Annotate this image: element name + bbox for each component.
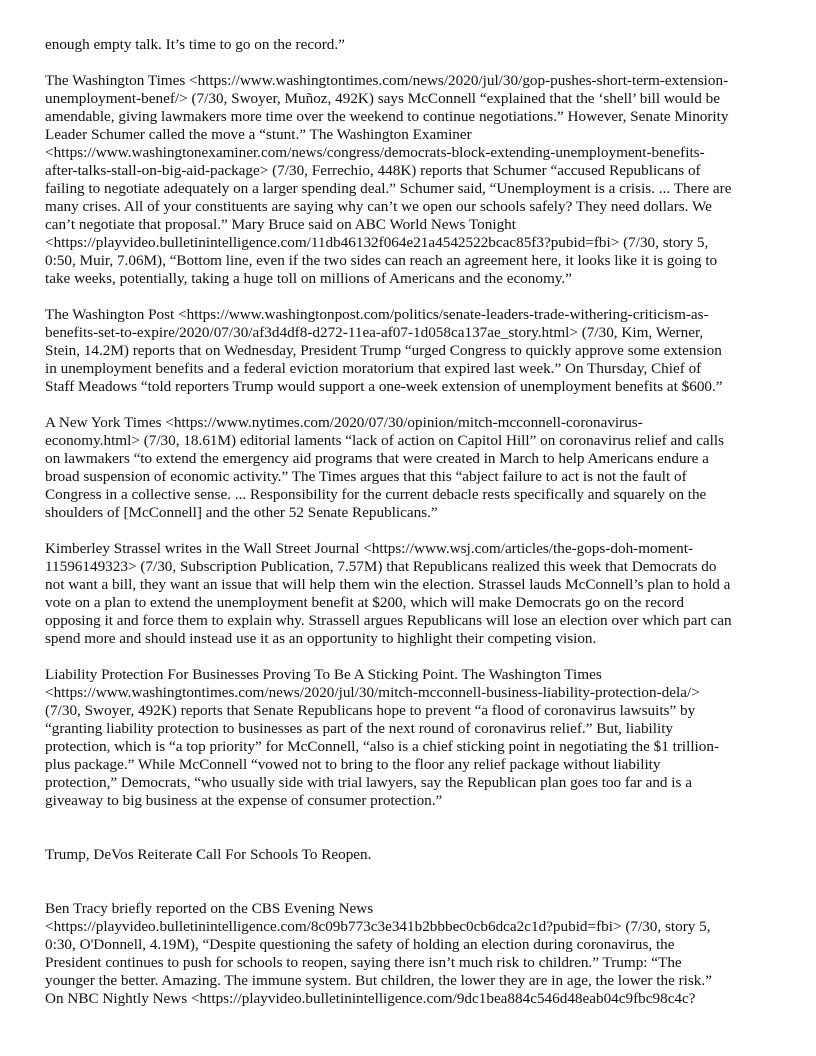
text-line: The Washington Times <https://www.washingtontimes.com/news/2020/jul/30/gop-pushes-short-term-extension- <box>45 72 729 89</box>
text-line: vote on a plan to extend the unemployment benefit at $200, which will make Democrats go on the record <box>45 594 684 611</box>
text-line: A New York Times <https://www.nytimes.com/2020/07/30/opinion/mitch-mcconnell-coronavirus- <box>45 414 643 431</box>
document-page <box>45 36 773 1008</box>
text-line: shoulders of [McConnell] and the other 52 Senate Republicans.” <box>45 504 438 521</box>
text-line: opposing it and force them to explain why. Strassell argues Republicans will lose an election over which part can <box>45 612 732 629</box>
text-line: protection, which is “a top priority” for McConnell, “also is a chief sticking point in negotiating the $1 trillion- <box>45 738 720 755</box>
text-line: Congress in a collective sense. ... Responsibility for the current debacle rests specifically and squarely on the <box>45 486 707 503</box>
text-line: many crises. All of your constituents are saying why can’t we open our schools safely? They need dollars. We <box>45 198 712 215</box>
paragraph-washington-post <box>45 306 773 396</box>
text-line: Ben Tracy briefly reported on the CBS Evening News <box>45 900 374 917</box>
text-line: after-talks-stall-on-big-aid-package> (7/30, Ferrechio, 448K) reports that Schumer “accused Republicans of <box>45 162 701 179</box>
paragraph-continuation <box>45 36 773 54</box>
paragraph-cbs-evening-news <box>45 900 773 1008</box>
text-line: <https://playvideo.bulletinintelligence.com/11db46132f064e21a4542522bcac85f3?pubid=fbi> (7/30, story 5, <box>45 234 709 251</box>
section-heading: Trump, DeVos Reiterate Call For Schools To Reopen. <box>45 846 372 863</box>
text-line: failing to negotiate adequately on a larger spending deal.” Schumer said, “Unemployment is a crisis. ... There are <box>45 180 732 197</box>
text-line: Leader Schumer called the move a “stunt.” The Washington Examiner <box>45 126 472 143</box>
text-line: unemployment-benef/> (7/30, Swoyer, Muñoz, 492K) says McConnell “explained that the ‘shell’ bill would be <box>45 90 720 107</box>
text-line: <https://playvideo.bulletinintelligence.com/8c09b773c3e341b2bbbec0cb6dca2c1d?pubid=fbi> (7/30, story 5, <box>45 918 711 935</box>
text-line: can’t negotiate that proposal.” Mary Bruce said on ABC World News Tonight <box>45 216 516 233</box>
text-line: take weeks, potentially, taking a huge toll on millions of Americans and the economy.” <box>45 270 572 287</box>
paragraph-liability-protection <box>45 666 773 810</box>
text-line: Stein, 14.2M) reports that on Wednesday, President Trump “urged Congress to quickly approve some extension <box>45 342 722 359</box>
text-line: protection,” Democrats, “who usually side with trial lawyers, say the Republican plan goes too far and is a <box>45 774 692 791</box>
text-line: President continues to push for schools to reopen, saying there isn’t much risk to children.” Trump: “The <box>45 954 682 971</box>
text-line: benefits-set-to-expire/2020/07/30/af3d4df8-d272-11ea-af07-1d058ca137ae_story.html> (7/30, Kim, Werner, <box>45 324 704 341</box>
text-line: “granting liability protection to businesses as part of the next round of coronavirus relief.” But, liability <box>45 720 674 737</box>
text-line: not want a bill, they want an issue that will help them win the election. Strassel lauds McConnell’s plan to hold a <box>45 576 731 593</box>
text-line: plus package.” While McConnell “vowed not to bring to the floor any relief package without liability <box>45 756 661 773</box>
text-line: amendable, giving lawmakers more time over the weekend to continue negotiations.” However, Senate Minority <box>45 108 729 125</box>
text-line: <https://www.washingtontimes.com/news/2020/jul/30/mitch-mcconnell-business-liability-protection-dela/> <box>45 684 700 701</box>
text-line: Liability Protection For Businesses Proving To Be A Sticking Point. The Washington Times <box>45 666 602 683</box>
text-line: giveaway to big business at the expense of consumer protection.” <box>45 792 443 809</box>
text-line: <https://www.washingtonexaminer.com/news/congress/democrats-block-extending-unemployment-benefits- <box>45 144 705 161</box>
text-line: Staff Meadows “told reporters Trump would support a one-week extension of unemployment benefits at $600.” <box>45 378 723 395</box>
text-line: economy.html> (7/30, 18.61M) editorial laments “lack of action on Capitol Hill” on coronavirus relief and calls <box>45 432 725 449</box>
text-line: On NBC Nightly News <https://playvideo.bulletinintelligence.com/9dc1bea884c546d48eab04c9fbc98c4c? <box>45 990 696 1007</box>
text-line: The Washington Post <https://www.washingtonpost.com/politics/senate-leaders-trade-withering-criticism-as- <box>45 306 709 323</box>
text-line: younger the better. Amazing. The immune system. But children, the lower they are in age, the lower the risk.” <box>45 972 712 989</box>
text-line: Kimberley Strassel writes in the Wall Street Journal <https://www.wsj.com/articles/the-gops-doh-moment- <box>45 540 694 557</box>
text-line: broad suspension of economic activity.” The Times argues that this “abject failure to act is not the fault of <box>45 468 687 485</box>
text-line: (7/30, Swoyer, 492K) reports that Senate Republicans hope to prevent “a flood of coronavirus lawsuits” by <box>45 702 696 719</box>
text-line: spend more and should instead use it as an opportunity to highlight their competing vision. <box>45 630 597 647</box>
paragraph-washington-times-shell-bill <box>45 72 773 288</box>
text-line: in unemployment benefits and a federal eviction moratorium that expired last week.” On Thursday, Chief of <box>45 360 702 377</box>
text-line: on lawmakers “to extend the emergency aid programs that were created in March to help Americans endure a <box>45 450 709 467</box>
text-line: enough empty talk. It’s time to go on the record.” <box>45 36 345 53</box>
paragraph-new-york-times <box>45 414 773 522</box>
paragraph-wall-street-journal <box>45 540 773 648</box>
text-line: 0:30, O'Donnell, 4.19M), “Despite questioning the safety of holding an election during coronavirus, the <box>45 936 675 953</box>
text-line: 11596149323> (7/30, Subscription Publication, 7.57M) that Republicans realized this week that Democrats do <box>45 558 717 575</box>
text-line: 0:50, Muir, 7.06M), “Bottom line, even if the two sides can reach an agreement here, it looks like it is going to <box>45 252 718 269</box>
